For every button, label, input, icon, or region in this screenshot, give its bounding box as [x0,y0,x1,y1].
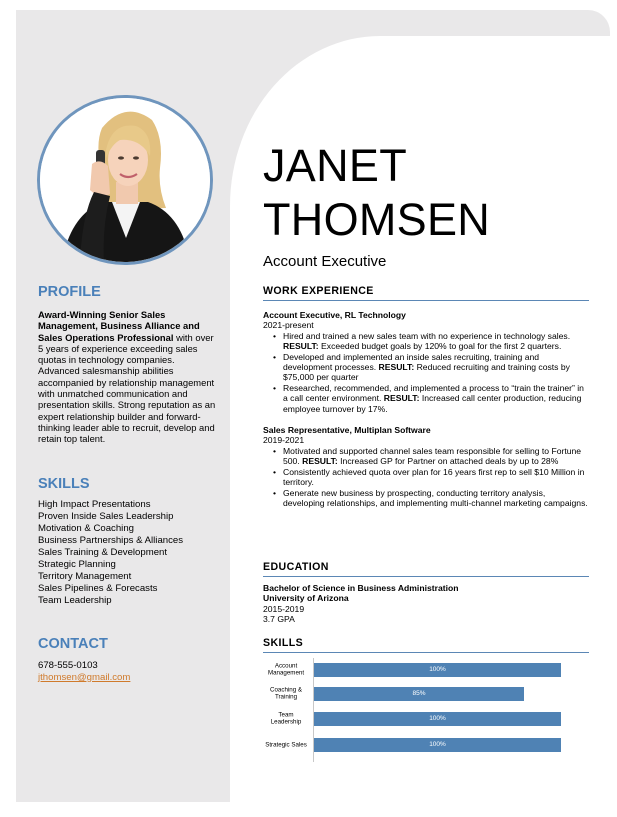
skill-item: Sales Training & Development [38,547,168,558]
chart-category-label: Coaching & Training [270,686,302,701]
skill-item: Business Partnerships & Alliances [38,535,184,546]
skill-item: Sales Pipelines & Forecasts [38,583,158,594]
contact-email-link[interactable]: jthomsen@gmail.com [38,672,131,683]
education-gpa: 3.7 GPA [263,614,295,625]
name-first: JANET [263,140,408,191]
job-title: Account Executive [263,253,387,270]
chart-data-label: 100% [429,741,446,748]
job-bullets [273,331,589,414]
work-experience-section [263,285,589,508]
profile-summary [38,309,218,445]
job-bullet: • Hired and trained a new sales team with no experience in technology sales. RESULT: Exceeded budget goals by 120% to goal for the first 2 quarters. [273,331,589,352]
job-bullet: • Generate new business by prospecting, conducting territory analysis, developing relationships, and implementing multi-channel marketing campaigns. [273,488,589,509]
chart-category-label: Team Leadership [270,711,302,726]
chart-data-label: 85% [412,690,426,697]
profile-photo [37,95,213,265]
skill-item: Territory Management [38,571,132,582]
profile-heading: PROFILE [38,284,101,300]
chart-category-label: Account Management [267,662,305,677]
job-bullet: • Developed and implemented an inside sales recruiting, training and development processes. RESULT: Reduced recruiting and training costs by $75,000 per quarter [273,352,589,383]
skills-list-heading: SKILLS [38,476,90,492]
work-experience-heading: WORK EXPERIENCE [263,285,589,301]
skills-list [38,499,218,607]
chart-bar-track [314,738,561,752]
chart-data-label: 100% [429,715,446,722]
education-section [263,561,589,625]
profile-body: with over 5 years of experience exceeding sales quotas in technology companies. Advanced salesmanship abilities accompanied by relationship management with unmatched communication and presentation skills. Strong reputation as an expert relationship builder and forward-thinking leader able to recruit, develop and retain top talent. [38,331,216,445]
job-role-title: Account Executive, RL Technology [263,310,406,320]
chart-bar-track [314,663,561,677]
skill-item: Team Leadership [38,595,112,606]
job-entry [263,425,589,508]
skill-item: Strategic Planning [38,559,116,570]
contact-phone: 678-555-0103 [38,660,98,671]
chart-bar-row [263,659,593,681]
chart-bar-row [263,683,593,705]
skill-item: Motivation & Coaching [38,523,134,534]
education-dates: 2015-2019 [263,603,305,614]
contact-heading: CONTACT [38,636,108,652]
chart-data-label: 100% [429,666,446,673]
chart-bar-track [314,687,561,701]
chart-bar-track [314,712,561,726]
job-entry [263,310,589,414]
education-school: University of Arizona [263,593,349,604]
profile-intro: Award-Winning Senior Sales Management, Business Alliance and Sales Operations Professional [38,309,200,343]
job-bullet: • Researched, recommended, and implemented a process to “train the trainer” in a call center environment. RESULT: Increased call center production, reducing employee turnover by 17%. [273,383,589,414]
job-bullet: • Consistently achieved quota over plan for 16 years first rep to sell $10 Million in territory. [273,467,589,488]
job-dates: 2021-present [263,320,314,331]
education-degree: Bachelor of Science in Business Administration [263,583,459,593]
chart-bar-row [263,734,593,756]
skills-chart-section [263,637,589,653]
job-bullet: • Motivated and supported channel sales team responsible for selling to Fortune 500. RESULT: Increased GP for Partner on attached deals by up to 28% [273,446,589,467]
chart-bar-row [263,708,593,730]
chart-category-label: Strategic Sales [265,741,307,749]
skill-item: Proven Inside Sales Leadership [38,511,174,522]
job-role-title: Sales Representative, Multiplan Software [263,425,431,436]
education-heading: EDUCATION [263,561,589,577]
skill-item: High Impact Presentations [38,499,151,510]
job-bullets [273,446,589,508]
job-dates: 2019-2021 [263,435,305,446]
name-last: THOMSEN [263,194,491,245]
portrait-illustration [40,98,210,262]
skills-chart-heading: SKILLS [263,637,589,653]
